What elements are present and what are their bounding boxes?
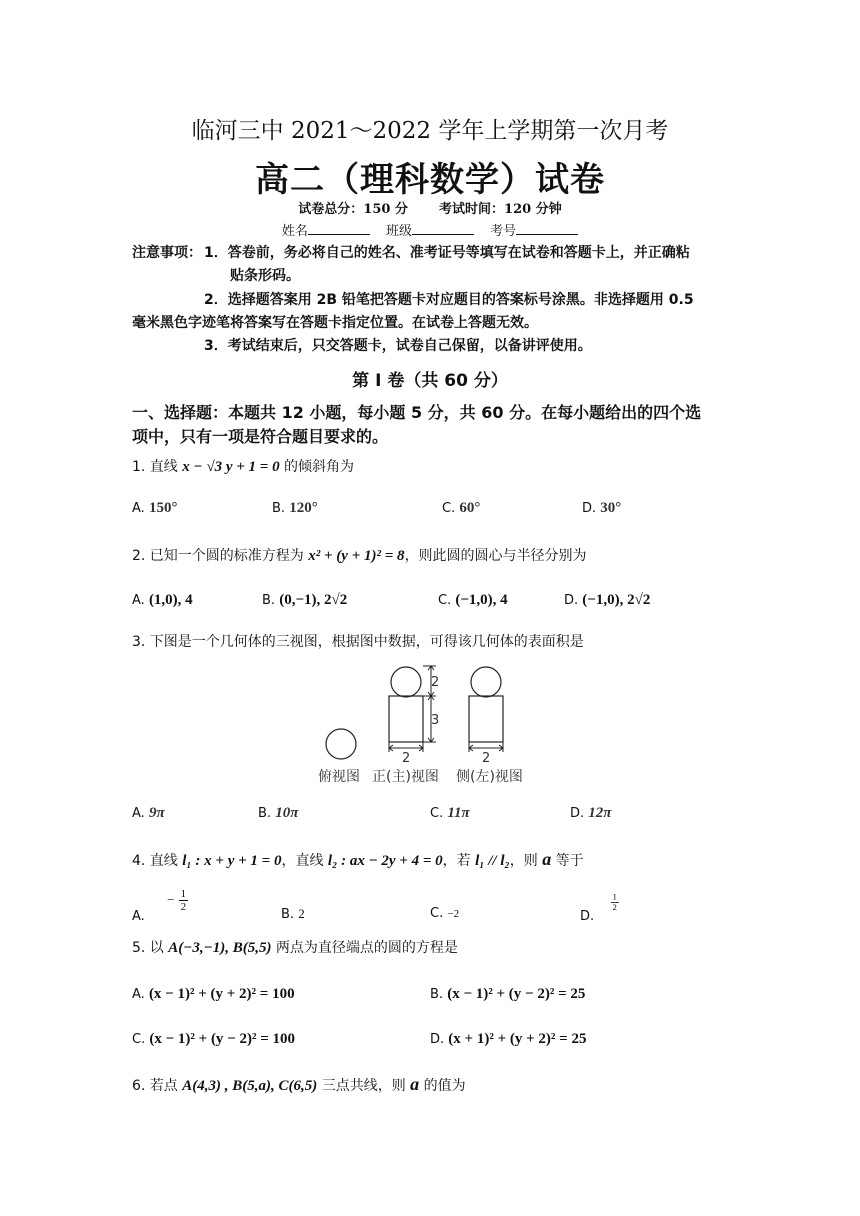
front-view-cylinder <box>389 696 423 742</box>
q4-line1-eq: l₁ : x + y + 1 = 0 <box>182 853 282 869</box>
q2-option-b: B. (0,−1), 2√2 <box>262 592 348 608</box>
q1-option-d: D. 30° <box>582 500 622 516</box>
dim-top-label: 2 <box>431 675 440 690</box>
q3-option-b: B. 10π <box>258 805 299 821</box>
q4-option-c: C. −2 <box>430 906 460 921</box>
exam-title-line1: 临河三中 2021～2022 学年上学期第一次月考 <box>191 118 669 144</box>
top-view-circle <box>326 729 356 759</box>
q6-points: A(4,3) , B(5,a), C(6,5) <box>182 1078 318 1094</box>
exam-info <box>0 198 860 217</box>
q1-option-a: A. 150° <box>132 500 178 516</box>
question-2: 2. 已知一个圆的标准方程为 x² + (y + 1)² = 8，则此圆的圆心与半径分别为 <box>132 548 587 564</box>
question-6: 6. 若点 A(4,3) , B(5,a), C(6,5) 三点共线，则 a 的值为 <box>132 1074 466 1094</box>
q3-option-c: C. 11π <box>430 805 470 821</box>
dim-mid-label: 3 <box>431 713 440 728</box>
score-total: 试卷总分：150 分 <box>298 202 408 217</box>
q3-option-d: D. 12π <box>570 805 612 821</box>
q4-option-d: D. $\frac{1}{2}$ <box>580 892 618 924</box>
q4-parallel-cond: l₁ // l₂ <box>475 853 510 869</box>
notice-item2-line2: 毫米黑色字迹笔将答案写在答题卡指定位置。在试卷上答题无效。 <box>132 315 538 331</box>
part-heading-line2: 项中，只有一项是符合题目要求的。 <box>132 427 389 446</box>
q5-option-d: D. (x + 1)² + (y + 2)² = 25 <box>430 1031 587 1047</box>
q2-option-d: D. (−1,0), 2√2 <box>564 592 651 608</box>
class-field: 班级 <box>386 224 474 239</box>
q2-option-a: A. (1,0), 4 <box>132 592 193 608</box>
front-view-sphere <box>391 667 421 697</box>
question-1: 1. 直线 x − √3 y + 1 = 0 的倾斜角为 <box>132 459 355 475</box>
top-view-caption: 俯视图 <box>318 769 360 785</box>
q5-option-a: A. (x − 1)² + (y + 2)² = 100 <box>132 986 295 1002</box>
question-5: 5. 以 A(−3,−1), B(5,5) 两点为直径端点的圆的方程是 <box>132 940 458 956</box>
front-view-caption: 正(主)视图 <box>372 769 439 785</box>
q4-option-a: A. − $\frac{1}{2}$ <box>132 888 187 924</box>
seat-field: 考号 <box>490 224 578 239</box>
q4-line2-eq: l₂ : ax − 2y + 4 = 0 <box>327 853 443 869</box>
notice-item2-line1: 2．选择题答案用 2B 铅笔把答题卡对应题目的答案标号涂黑。非选择题用 0.5 <box>204 292 694 308</box>
q1-option-c: C. 60° <box>442 500 481 516</box>
notice-item1-line2: 贴条形码。 <box>230 268 300 284</box>
q3-option-a: A. 9π <box>132 805 165 821</box>
q5-option-b: B. (x − 1)² + (y − 2)² = 25 <box>430 986 586 1002</box>
side-view-cylinder <box>469 696 503 742</box>
name-field: 姓名 <box>282 224 370 239</box>
q5-option-c: C. (x − 1)² + (y − 2)² = 100 <box>132 1031 296 1047</box>
dim-side-width-label: 2 <box>482 751 491 766</box>
exam-title-line2: 高二（理科数学）试卷 <box>255 160 605 200</box>
q1-option-b: B. 120° <box>272 500 318 516</box>
q5-points: A(−3,−1), B(5,5) <box>168 940 272 956</box>
three-view-figure <box>312 660 542 790</box>
notice-item3: 3．考试结束后，只交答题卡，试卷自己保留，以备讲评使用。 <box>204 338 592 354</box>
q4-option-b: B. 2 <box>281 906 305 922</box>
part-heading-line1: 一、选择题：本题共 12 小题，每小题 5 分，共 60 分。在每小题给出的四个选 <box>132 403 702 422</box>
exam-time: 考试时间：120 分钟 <box>439 202 562 217</box>
notice-item1-line1: 1．答卷前，务必将自己的姓名、准考证号等填写在试卷和答题卡上，并正确粘 <box>204 245 690 261</box>
q2-option-c: C. (−1,0), 4 <box>438 592 508 608</box>
side-view-sphere <box>471 667 501 697</box>
side-view-caption: 侧(左)视图 <box>456 769 523 785</box>
q2-equation: x² + (y + 1)² = 8 <box>308 548 405 564</box>
notice-label: 注意事项： <box>132 245 202 261</box>
question-4: 4. 直线 l₁ : x + y + 1 = 0，直线 l₂ : ax − 2y + 4 = 0，若 l₁ // l₂，则 a 等于 <box>132 849 584 869</box>
student-info-line <box>0 220 860 239</box>
question-3: 3. 下图是一个几何体的三视图，根据图中数据，可得该几何体的表面积是 <box>132 634 584 650</box>
q1-equation: x − √3 y + 1 = 0 <box>182 459 280 475</box>
section-title: 第 Ⅰ 卷（共 60 分） <box>352 371 508 391</box>
dim-front-width-label: 2 <box>402 751 411 766</box>
